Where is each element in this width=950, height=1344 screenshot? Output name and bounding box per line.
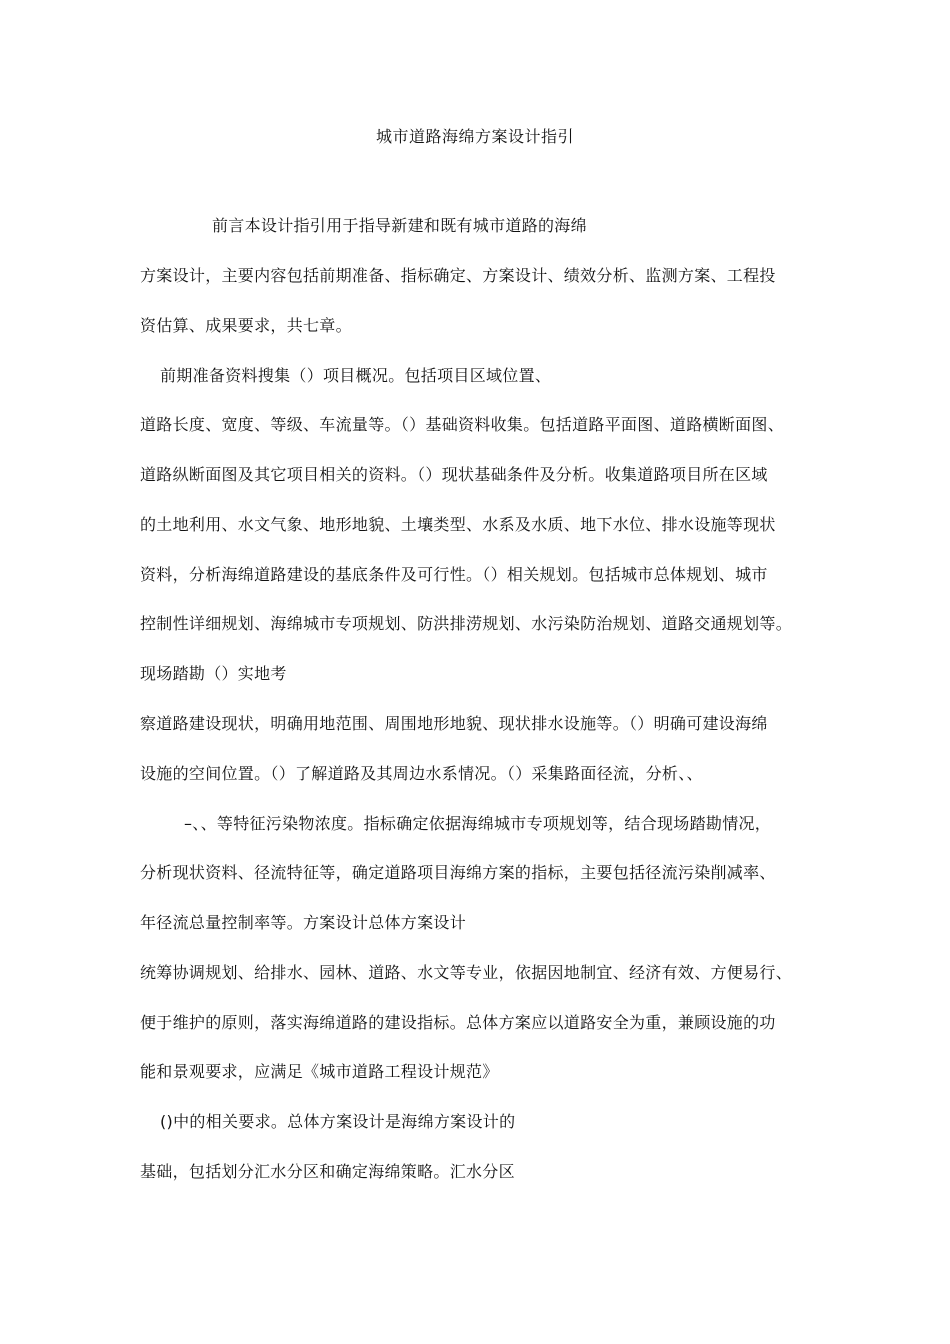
text-line: 道路纵断面图及其它项目相关的资料。（）现状基础条件及分析。收集道路项目所在区域	[140, 465, 768, 484]
text-line: 便于维护的原则，落实海绵道路的建设指标。总体方案应以道路安全为重，兼顾设施的功	[140, 1013, 776, 1032]
text-line: 道路长度、宽度、等级、车流量等。（）基础资料收集。包括道路平面图、道路横断面图、	[140, 415, 785, 434]
text-line: 设施的空间位置。（）了解道路及其周边水系情况。（）采集路面径流，分析、、	[140, 764, 703, 783]
text-line: 资估算、成果要求，共七章。	[140, 316, 352, 335]
text-line: 分析现状资料、径流特征等，确定道路项目海绵方案的指标，主要包括径流污染削减率、	[140, 863, 776, 882]
text-line: 前期准备资料搜集（）项目概况。包括项目区域位置、	[160, 366, 552, 385]
text-line: 现场踏勘（）实地考	[140, 664, 287, 683]
document-title: 城市道路海绵方案设计指引	[375, 127, 574, 146]
text-line: 年径流总量控制率等。方案设计总体方案设计	[140, 913, 467, 932]
text-line: 的土地利用、水文气象、地形地貌、土壤类型、水系及水质、地下水位、排水设施等现状	[140, 515, 776, 534]
text-line: 控制性详细规划、海绵城市专项规划、防洪排涝规划、水污染防治规划、道路交通规划等。	[140, 614, 793, 633]
text-line: 能和景观要求，应满足《城市道路工程设计规范》	[140, 1062, 499, 1081]
text-line: 基础，包括划分汇水分区和确定海绵策略。汇水分区	[140, 1162, 515, 1181]
text-line: 前言本设计指引用于指导新建和既有城市道路的海绵	[212, 216, 587, 235]
text-line: 资料，分析海绵道路建设的基底条件及可行性。（）相关规划。包括城市总体规划、城市	[140, 565, 768, 584]
text-line: 方案设计，主要内容包括前期准备、指标确定、方案设计、绩效分析、监测方案、工程投	[140, 266, 776, 285]
text-line: ()中的相关要求。总体方案设计是海绵方案设计的	[160, 1112, 516, 1131]
text-line: 察道路建设现状，明确用地范围、周围地形地貌、现状排水设施等。（）明确可建设海绵	[140, 714, 768, 733]
text-line: 统筹协调规划、给排水、园林、道路、水文等专业，依据因地制宜、经济有效、方便易行、	[140, 963, 793, 982]
text-line: –、、等特征污染物浓度。指标确定依据海绵城市专项规划等，结合现场踏勘情况，	[184, 814, 772, 833]
